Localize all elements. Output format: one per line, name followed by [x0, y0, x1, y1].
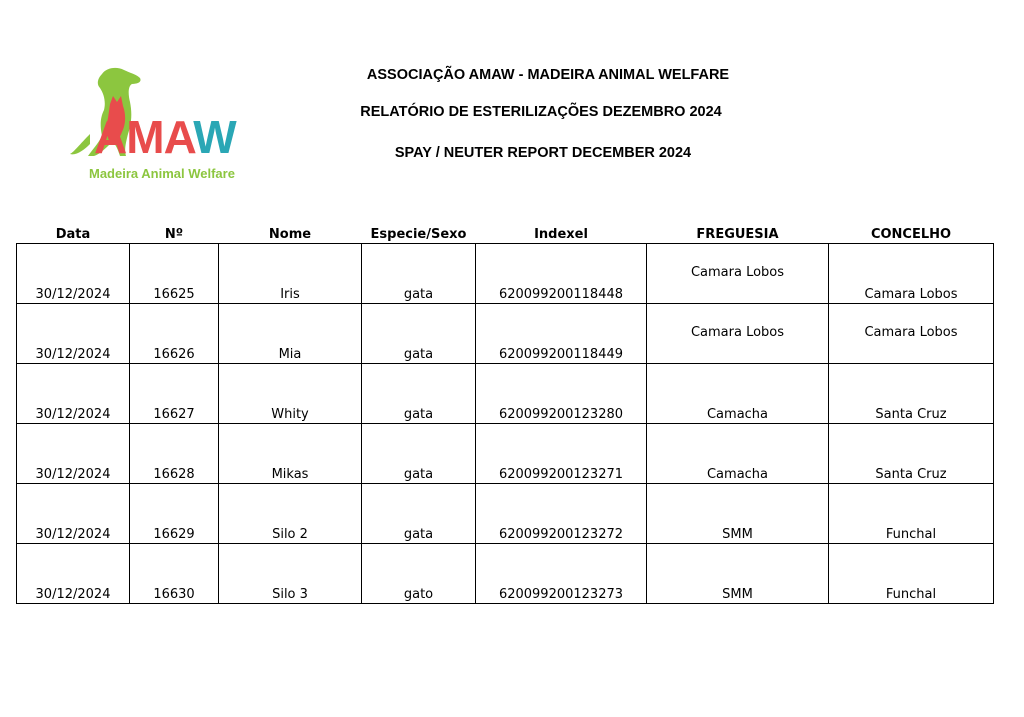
- cell-freguesia: SMM: [722, 587, 753, 602]
- cell-name: Silo 2: [272, 527, 308, 542]
- cell-indexel-cell: [476, 244, 647, 304]
- cell-concelho: Santa Cruz: [875, 407, 947, 422]
- col-header-data: Data: [55, 227, 91, 242]
- cell-number: 16625: [153, 287, 195, 302]
- cell-concelho-cell: [829, 304, 994, 364]
- cell-indexel: 620099200123273: [498, 587, 624, 602]
- cell-date-cell: [17, 304, 130, 364]
- table-row: [17, 364, 994, 424]
- cell-indexel-cell: [476, 424, 647, 484]
- cell-date: 30/12/2024: [35, 527, 111, 542]
- cell-concelho-cell: [829, 544, 994, 604]
- cell-species-sex: gata: [403, 467, 434, 482]
- cell-date-cell: [17, 484, 130, 544]
- report-title-pt: RELATÓRIO DE ESTERILIZAÇÕES DEZEMBRO 2024: [360, 104, 722, 120]
- table-row: [17, 304, 994, 364]
- cell-date: 30/12/2024: [35, 407, 111, 422]
- col-header-nome: Nome: [268, 227, 312, 242]
- cell-indexel: 620099200123280: [498, 407, 624, 422]
- cell-concelho-cell: [829, 244, 994, 304]
- cell-concelho-cell: [829, 424, 994, 484]
- cell-date: 30/12/2024: [35, 287, 111, 302]
- cell-species-sex-cell: [362, 544, 476, 604]
- cell-number-cell: [130, 244, 219, 304]
- cell-concelho: Funchal: [885, 527, 937, 542]
- cell-species-sex-cell: [362, 484, 476, 544]
- cell-date-cell: [17, 364, 130, 424]
- cell-number-cell: [130, 544, 219, 604]
- cell-number-cell: [130, 304, 219, 364]
- cell-date: 30/12/2024: [35, 347, 111, 362]
- cell-species-sex: gata: [403, 527, 434, 542]
- cell-concelho: Camara Lobos: [864, 325, 958, 340]
- col-header-especie: Especie/Sexo: [370, 227, 467, 242]
- cell-name: Mikas: [271, 467, 309, 482]
- table-header-row: [17, 222, 994, 244]
- cell-concelho-cell: [829, 364, 994, 424]
- cell-name-cell: [219, 364, 362, 424]
- cell-number: 16627: [153, 407, 195, 422]
- cell-freguesia-cell: [647, 424, 829, 484]
- cell-species-sex-cell: [362, 364, 476, 424]
- cell-freguesia: Camacha: [706, 467, 769, 482]
- logo-letter-a1: A: [94, 111, 127, 163]
- report-title-en: SPAY / NEUTER REPORT DECEMBER 2024: [394, 145, 692, 161]
- cell-species-sex-cell: [362, 424, 476, 484]
- col-header-concelho: CONCELHO: [870, 227, 952, 242]
- cell-number: 16626: [153, 347, 195, 362]
- cell-date-cell: [17, 244, 130, 304]
- cell-date-cell: [17, 424, 130, 484]
- cell-date: 30/12/2024: [35, 587, 111, 602]
- cell-number-cell: [130, 484, 219, 544]
- cell-name-cell: [219, 424, 362, 484]
- cell-name-cell: [219, 484, 362, 544]
- cell-species-sex: gato: [403, 587, 434, 602]
- cell-number: 16630: [153, 587, 195, 602]
- cell-name: Iris: [280, 287, 300, 302]
- cell-date-cell: [17, 544, 130, 604]
- cell-freguesia: Camara Lobos: [690, 325, 785, 340]
- table-row: [17, 544, 994, 604]
- logo-tagline: Madeira Animal Welfare: [89, 166, 235, 181]
- col-header-num: Nº: [164, 227, 184, 242]
- cell-indexel-cell: [476, 484, 647, 544]
- cell-indexel-cell: [476, 304, 647, 364]
- table-row: [17, 484, 994, 544]
- cell-number-cell: [130, 364, 219, 424]
- amaw-logo: [66, 64, 236, 184]
- cell-number: 16629: [153, 527, 195, 542]
- cell-concelho: Santa Cruz: [875, 467, 947, 482]
- cell-concelho: Camara Lobos: [864, 287, 958, 302]
- cell-indexel-cell: [476, 544, 647, 604]
- cell-freguesia-cell: [647, 304, 829, 364]
- cell-indexel: 620099200123272: [498, 527, 624, 542]
- cell-freguesia: Camacha: [706, 407, 769, 422]
- cell-freguesia-cell: [647, 364, 829, 424]
- cell-species-sex-cell: [362, 304, 476, 364]
- cell-indexel: 620099200118449: [498, 347, 624, 362]
- logo-wordmark: [94, 111, 236, 163]
- logo-letter-a2: A: [163, 111, 194, 163]
- cell-indexel: 620099200123271: [498, 467, 624, 482]
- cell-freguesia-cell: [647, 484, 829, 544]
- cell-name: Whity: [271, 407, 309, 422]
- cell-indexel-cell: [476, 364, 647, 424]
- cell-indexel: 620099200118448: [498, 287, 624, 302]
- col-header-freguesia: FREGUESIA: [696, 227, 779, 242]
- logo-letter-m: M: [126, 111, 164, 163]
- cell-species-sex: gata: [403, 287, 434, 302]
- cell-name-cell: [219, 544, 362, 604]
- cell-number: 16628: [153, 467, 195, 482]
- cell-freguesia-cell: [647, 544, 829, 604]
- cell-species-sex: gata: [403, 347, 434, 362]
- cell-concelho-cell: [829, 484, 994, 544]
- col-header-indexel: Indexel: [534, 227, 588, 242]
- cell-name-cell: [219, 244, 362, 304]
- cell-number-cell: [130, 424, 219, 484]
- cell-name: Silo 3: [272, 587, 308, 602]
- cell-concelho: Funchal: [885, 587, 937, 602]
- cell-species-sex-cell: [362, 244, 476, 304]
- table-row: [17, 244, 994, 304]
- sterilization-table: [16, 222, 994, 604]
- cell-species-sex: gata: [403, 407, 434, 422]
- cell-date: 30/12/2024: [35, 467, 111, 482]
- cell-freguesia-cell: [647, 244, 829, 304]
- cell-freguesia: Camara Lobos: [690, 265, 785, 280]
- cell-name: Mia: [278, 347, 302, 362]
- cell-freguesia: SMM: [722, 527, 753, 542]
- table-row: [17, 424, 994, 484]
- logo-letter-w: W: [193, 111, 236, 163]
- association-title: ASSOCIAÇÃO AMAW - MADEIRA ANIMAL WELFARE: [366, 67, 730, 83]
- cell-name-cell: [219, 304, 362, 364]
